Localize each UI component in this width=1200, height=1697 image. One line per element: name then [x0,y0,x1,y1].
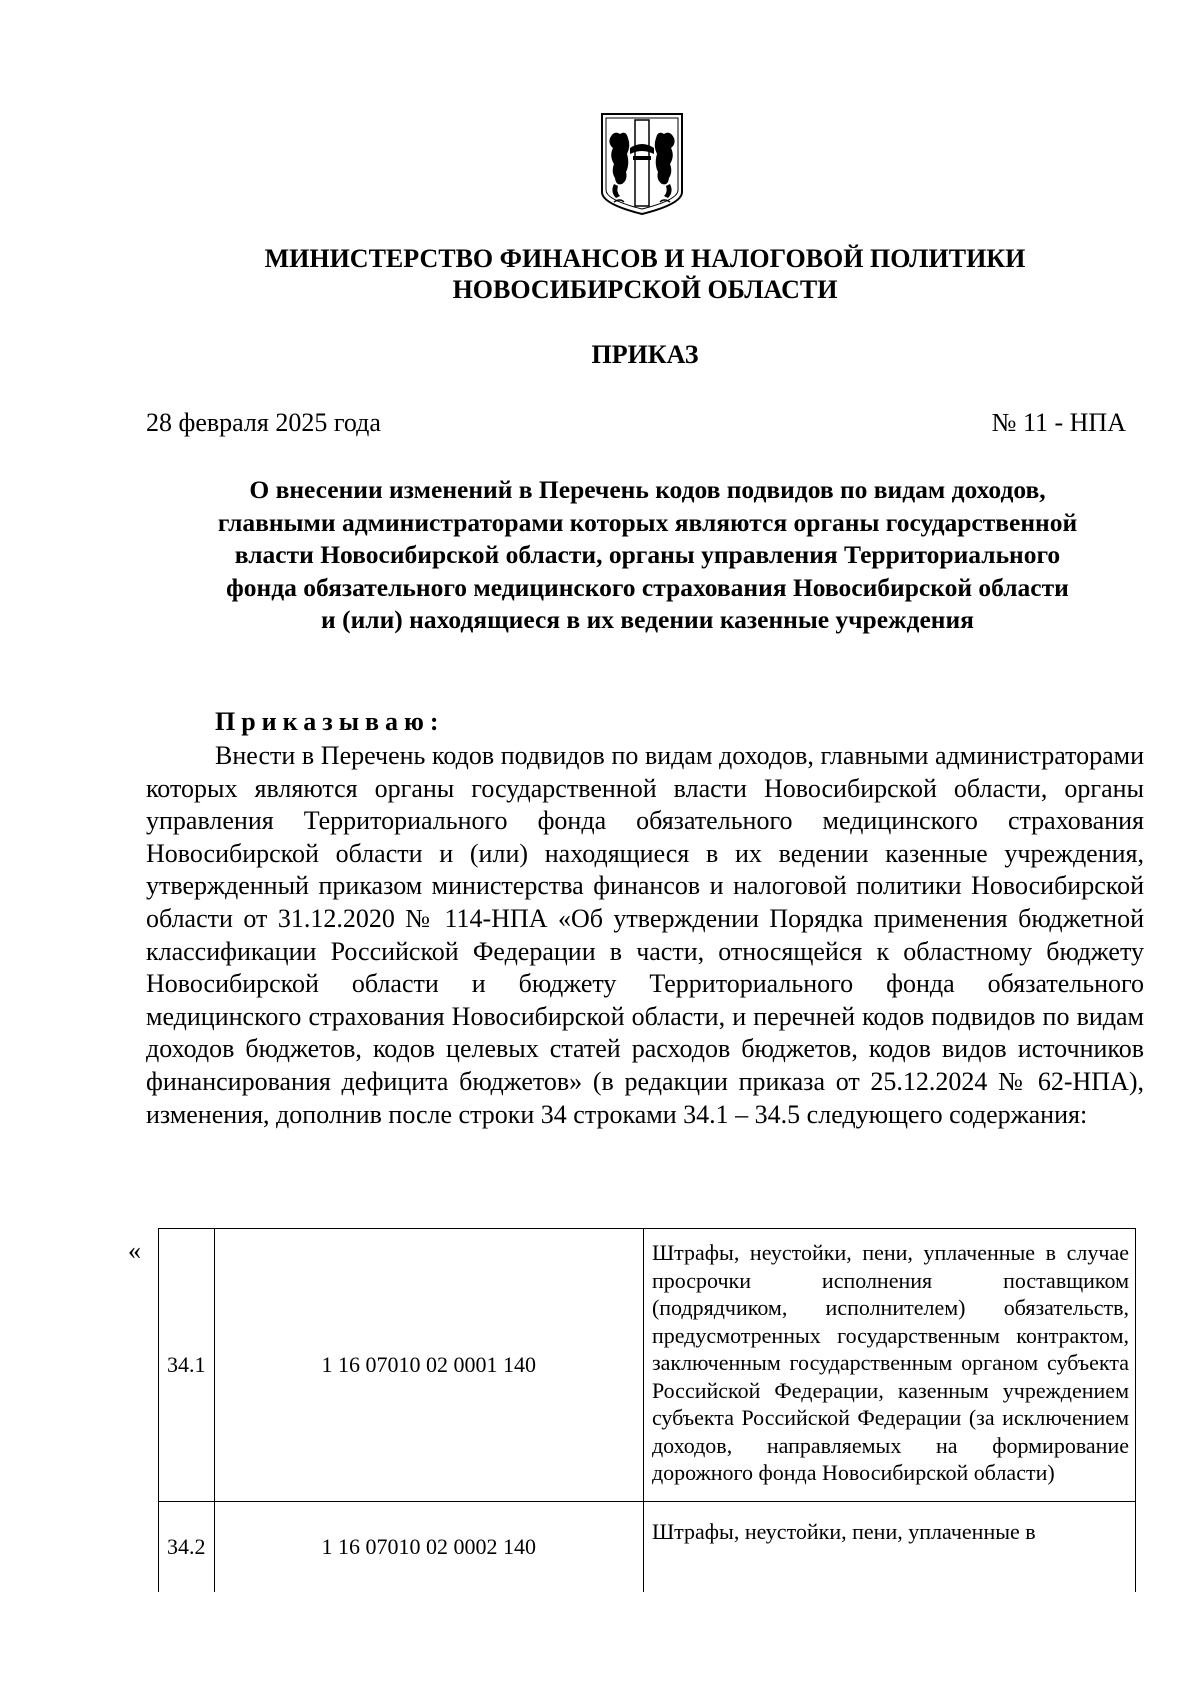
subject-line: фонда обязательного медицинского страхования Новосибирской области [226,572,1069,602]
order-date: 28 февраля 2025 года [146,408,381,437]
income-code: 1 16 07010 02 0001 140 [214,1229,643,1502]
table-row [159,1501,1136,1592]
subject-line: О внесении изменений в Перечень кодов подвидов по видам доходов, [249,475,1046,504]
income-description: Штрафы, неустойки, пени, уплаченные в [643,1501,1135,1592]
subject-line: власти Новосибирской области, органы управления Территориального [234,540,1061,569]
opening-quote: « [128,1236,141,1265]
subject-line: и (или) находящиеся в их ведении казенные учреждения [321,605,974,634]
order-number: № 11 - НПА [991,408,1126,437]
row-number: 34.1 [159,1229,215,1502]
novosibirsk-coat-of-arms-icon [600,112,684,216]
order-subject [150,474,1145,637]
row-number: 34.2 [159,1501,215,1592]
income-codes-table [158,1228,1136,1592]
ministry-name [150,243,1140,305]
decree-word: Приказываю: [215,707,445,736]
ministry-line: МИНИСТЕРСТВО ФИНАНСОВ И НАЛОГОВОЙ ПОЛИТИКИ [264,244,1026,273]
income-description: Штрафы, неустойки, пени, уплаченные в случае просрочки исполнения поставщиком (подрядчиком, исполнителем) обязательств, предусмотренных государственным контрактом, заключенным государственным органом субъекта Российской Федерации, казенным учреждением субъекта Российской Федерации (за исключением доходов, направляемых на формирование дорожного фонда Новосибирской области) [643,1229,1135,1502]
ministry-line: НОВОСИБИРСКОЙ ОБЛАСТИ [452,275,838,304]
body-paragraph: Внести в Перечень кодов подвидов по видам доходов, главными администраторами которых являются органы государственной власти Новосибирской области, органы управления Территориального фонда обязательного медицинского страхования Новосибирской области и (или) находящиеся в их ведении казенные учреждения, утвержденный приказом министерства финансов и налоговой политики Новосибирской области от 31.12.2020 № 114-НПА «Об утверждении Порядка применения бюджетной классификации Российской Федерации в части, относящейся к областному бюджету Новосибирской области и бюджету Территориального фонда обязательного медицинского страхования Новосибирской области, и перечней кодов подвидов по видам доходов бюджетов, кодов целевых статей расходов бюджетов, кодов видов источников финансирования дефицита бюджетов» (в редакции приказа от 25.12.2024 № 62-НПА), изменения, дополнив после строки 34 строками 34.1 – 34.5 следующего содержания: [146,741,1144,1129]
income-code: 1 16 07010 02 0002 140 [214,1501,643,1592]
subject-line: главными администраторами которых являются органы государственной [217,507,1078,537]
table-row [159,1229,1136,1502]
document-type: ПРИКАЗ [591,340,699,369]
